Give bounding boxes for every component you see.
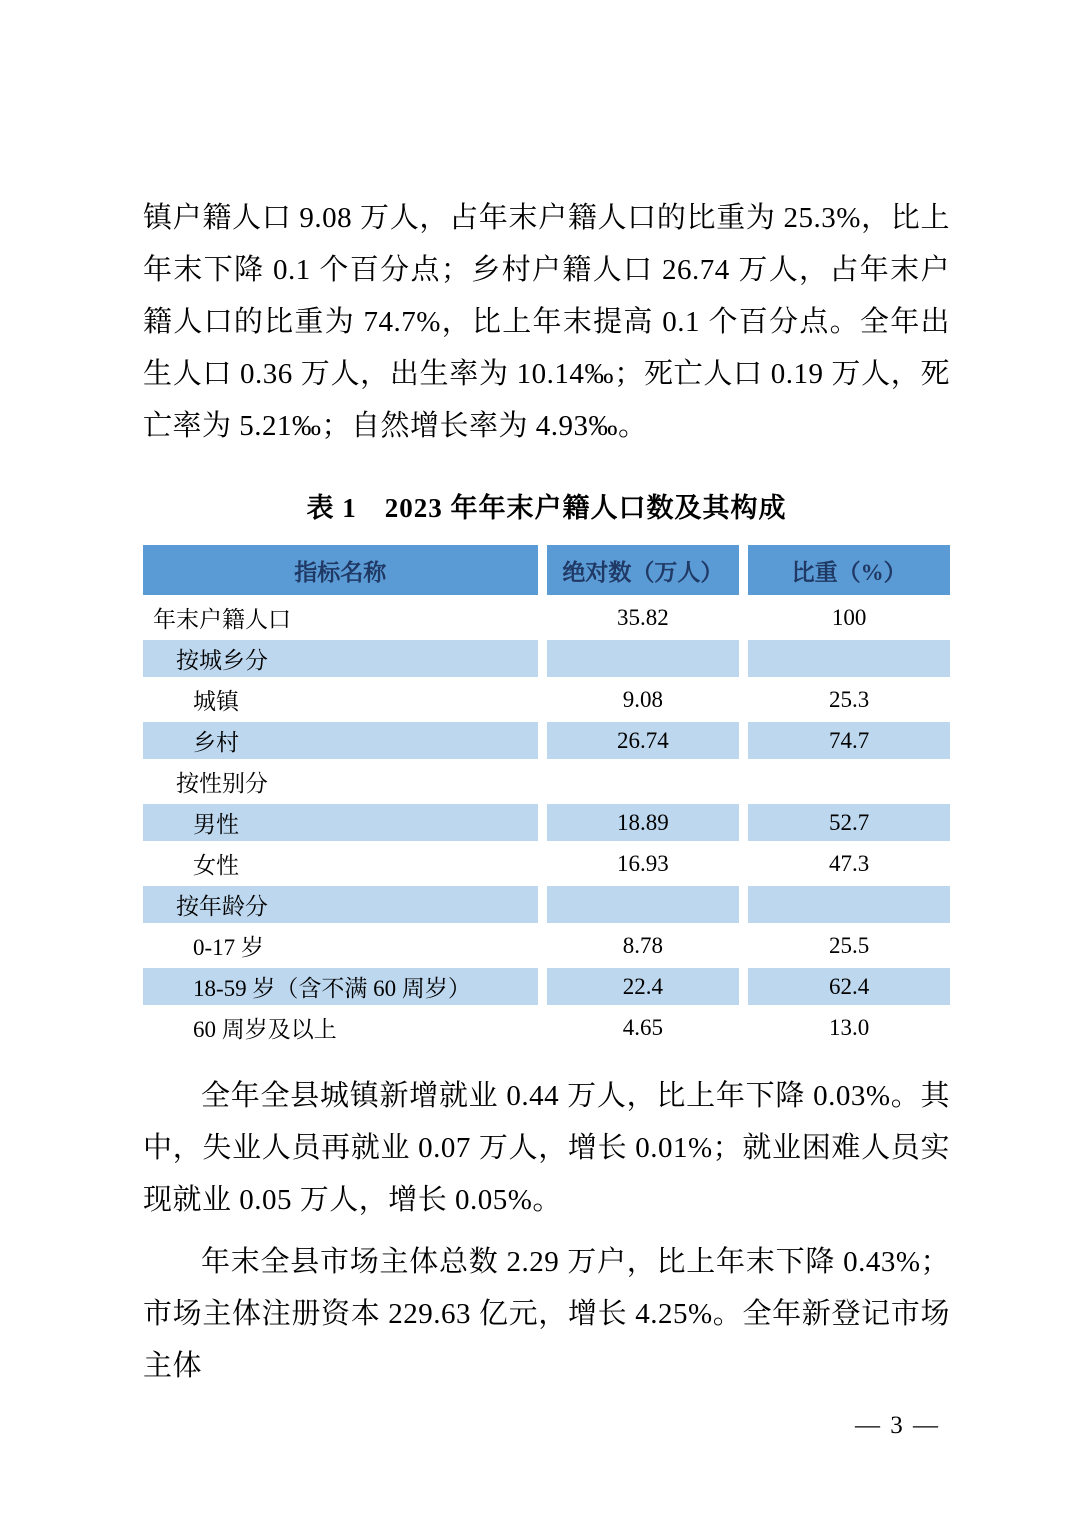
table-row [143, 681, 950, 722]
row-value: 18.89 [547, 804, 749, 845]
population-table [143, 545, 950, 1050]
row-share: 74.7 [748, 722, 950, 763]
row-label: 按城乡分 [143, 640, 547, 681]
table-row [143, 845, 950, 886]
row-label: 女性 [143, 845, 547, 886]
col-header-absolute: 绝对数（万人） [547, 545, 749, 599]
table-row [143, 968, 950, 1009]
row-share: 47.3 [748, 845, 950, 886]
col-header-share: 比重（%） [748, 545, 950, 599]
table-row [143, 927, 950, 968]
row-share [748, 763, 950, 804]
table-row [143, 722, 950, 763]
row-share: 62.4 [748, 968, 950, 1009]
table-title: 表 1 2023 年年末户籍人口数及其构成 [306, 493, 787, 523]
row-share: 52.7 [748, 804, 950, 845]
row-label: 乡村 [143, 722, 547, 763]
row-value [547, 763, 749, 804]
row-share: 25.3 [748, 681, 950, 722]
row-share [748, 886, 950, 927]
table-row [143, 886, 950, 927]
row-share: 13.0 [748, 1009, 950, 1050]
row-label: 男性 [143, 804, 547, 845]
row-share: 100 [748, 599, 950, 640]
row-value: 35.82 [547, 599, 749, 640]
table-header-row [143, 545, 950, 599]
table-row [143, 640, 950, 681]
table-row [143, 599, 950, 640]
paragraph-population: 镇户籍人口 9.08 万人，占年末户籍人口的比重为 25.3%，比上年末下降 0.1 个百分点；乡村户籍人口 26.74 万人，占年末户籍人口的比重为 74.7%，比上年末提高 0.1 个百分点。全年出生人口 0.36 万人，出生率为 10.14‰；死亡人口 0.19 万人，死亡率为 5.21‰；自然增长率为 4.93‰。 [143, 202, 950, 442]
row-value [547, 886, 749, 927]
row-value: 22.4 [547, 968, 749, 1009]
row-value: 26.74 [547, 722, 749, 763]
row-label: 60 周岁及以上 [143, 1009, 547, 1050]
row-label: 年末户籍人口 [143, 599, 547, 640]
col-header-indicator: 指标名称 [143, 545, 547, 599]
page-number: — 3 — [855, 1412, 940, 1439]
table-row [143, 1009, 950, 1050]
row-value: 8.78 [547, 927, 749, 968]
paragraph-market-entities: 年末全县市场主体总数 2.29 万户，比上年末下降 0.43%；市场主体注册资本 229.63 亿元，增长 4.25%。全年新登记市场主体 [143, 1246, 950, 1382]
table-row [143, 763, 950, 804]
row-share [748, 640, 950, 681]
row-label: 按性别分 [143, 763, 547, 804]
row-share: 25.5 [748, 927, 950, 968]
row-value: 9.08 [547, 681, 749, 722]
row-value: 16.93 [547, 845, 749, 886]
row-label: 按年龄分 [143, 886, 547, 927]
row-value: 4.65 [547, 1009, 749, 1050]
row-value [547, 640, 749, 681]
row-label: 18-59 岁（含不满 60 周岁） [143, 968, 547, 1009]
table-row [143, 804, 950, 845]
row-label: 城镇 [143, 681, 547, 722]
row-label: 0-17 岁 [143, 927, 547, 968]
paragraph-employment: 全年全县城镇新增就业 0.44 万人，比上年下降 0.03%。其中，失业人员再就业 0.07 万人，增长 0.01%；就业困难人员实现就业 0.05 万人，增长 0.05%。 [143, 1080, 950, 1216]
